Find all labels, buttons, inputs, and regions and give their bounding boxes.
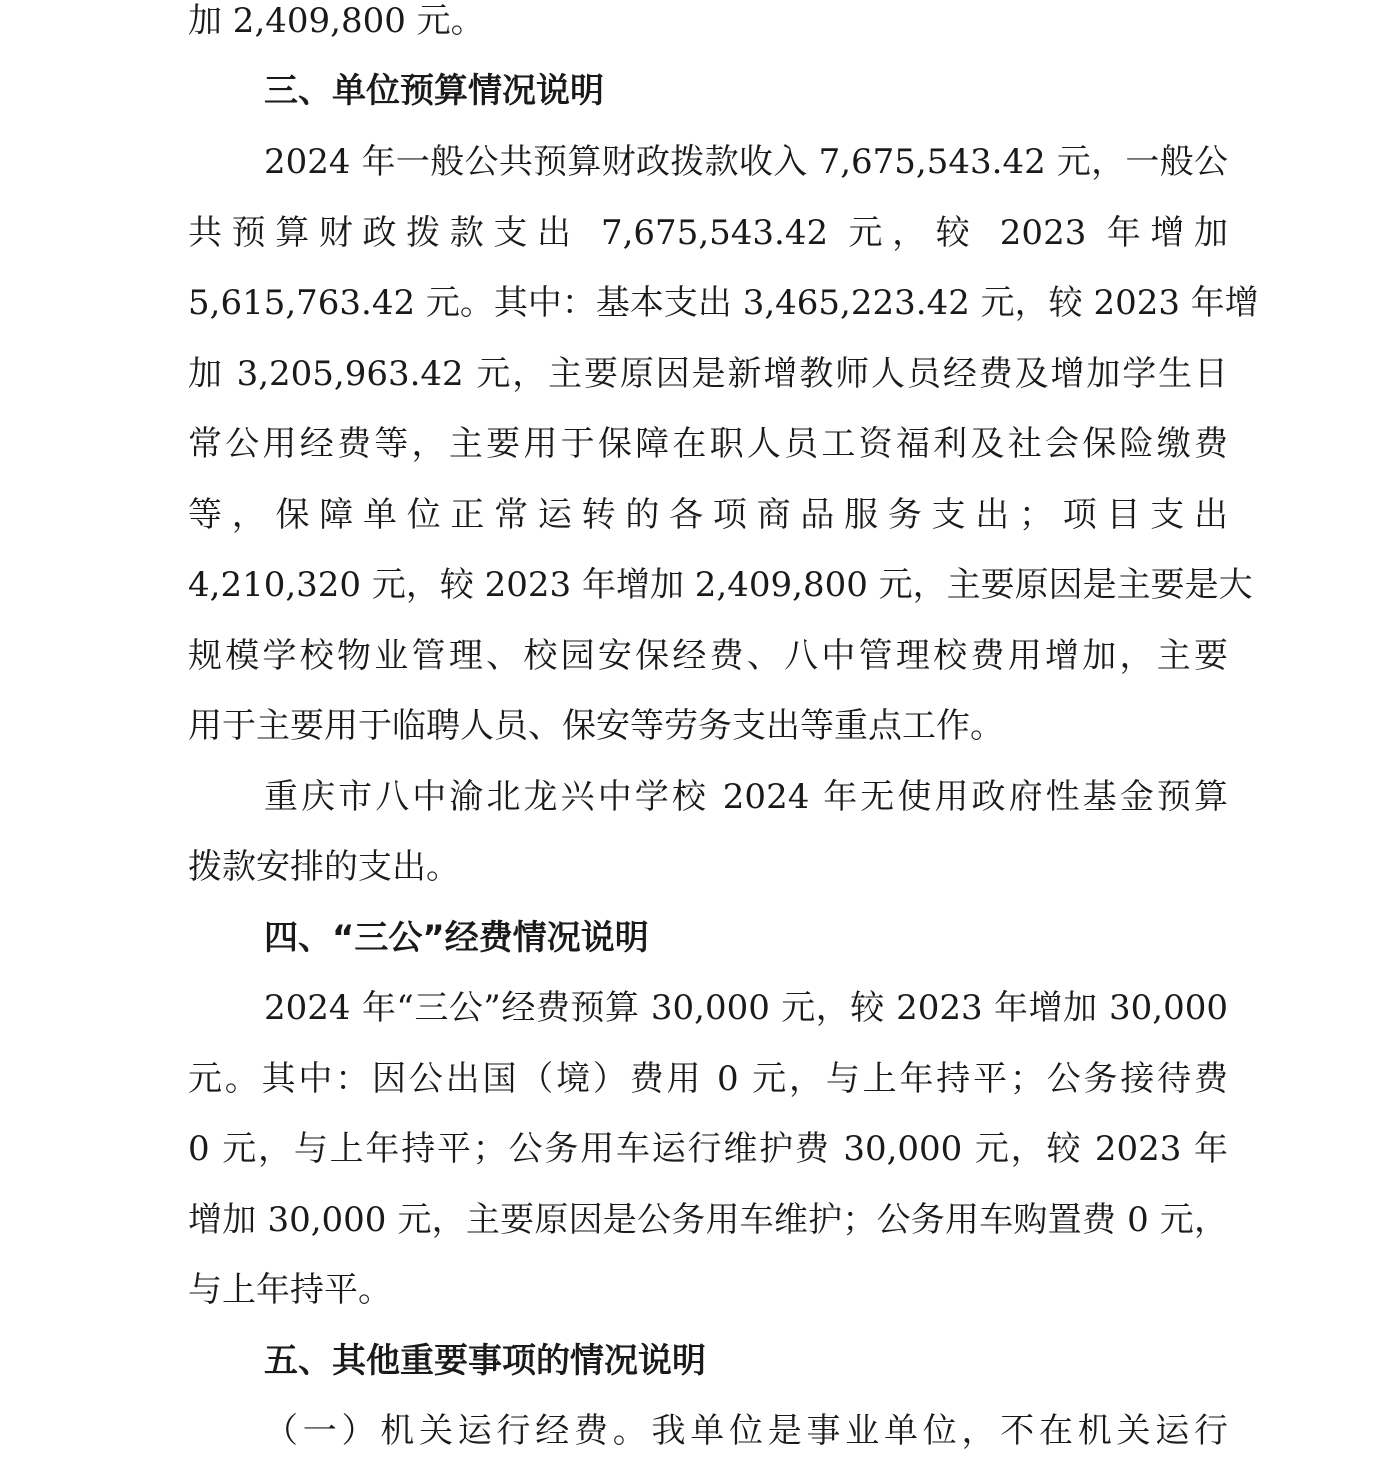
paragraph-line: 0 元，与上年持平；公务用车运行维护费 30,000 元，较 2023 年 [188,1129,1228,1169]
paragraph-line: 元。其中：因公出国（境）费用 0 元，与上年持平；公务接待费 [188,1059,1228,1099]
paragraph-line-tail: 加 2,409,800 元。 [188,1,485,41]
paragraph-line: （一）机关运行经费。我单位是事业单位，不在机关运行 [264,1411,1228,1451]
section-heading-three-public: 四、“三公”经费情况说明 [264,918,649,958]
paragraph-line: 共预算财政拨款支出 7,675,543.42 元，较 2023 年增加 [188,213,1228,253]
section-heading-other-matters: 五、其他重要事项的情况说明 [264,1341,706,1381]
paragraph-line: 2024 年“三公”经费预算 30,000 元，较 2023 年增加 30,000 [264,988,1228,1028]
paragraph-line-last: 用于主要用于临聘人员、保安等劳务支出等重点工作。 [188,706,1004,746]
paragraph-line-last: 与上年持平。 [188,1270,392,1310]
paragraph-line: 加 3,205,963.42 元，主要原因是新增教师人员经费及增加学生日 [188,354,1228,394]
paragraph-line: 增加 30,000 元，主要原因是公务用车维护；公务用车购置费 0 元， [188,1200,1228,1240]
section-heading-unit-budget: 三、单位预算情况说明 [264,71,604,111]
paragraph-line: 常公用经费等，主要用于保障在职人员工资福利及社会保险缴费 [188,424,1228,464]
paragraph-line: 规模学校物业管理、校园安保经费、八中管理校费用增加，主要 [188,636,1228,676]
paragraph-line: 等，保障单位正常运转的各项商品服务支出；项目支出 [188,495,1228,535]
paragraph-line: 5,615,763.42 元。其中：基本支出 3,465,223.42 元，较 2023 年增 [188,283,1259,323]
paragraph-line-last: 拨款安排的支出。 [188,847,460,887]
paragraph-line: 4,210,320 元，较 2023 年增加 2,409,800 元，主要原因是主要是大 [188,565,1253,605]
paragraph-line: 重庆市八中渝北龙兴中学校 2024 年无使用政府性基金预算 [264,777,1228,817]
paragraph-line: 2024 年一般公共预算财政拨款收入 7,675,543.42 元，一般公 [264,142,1228,182]
